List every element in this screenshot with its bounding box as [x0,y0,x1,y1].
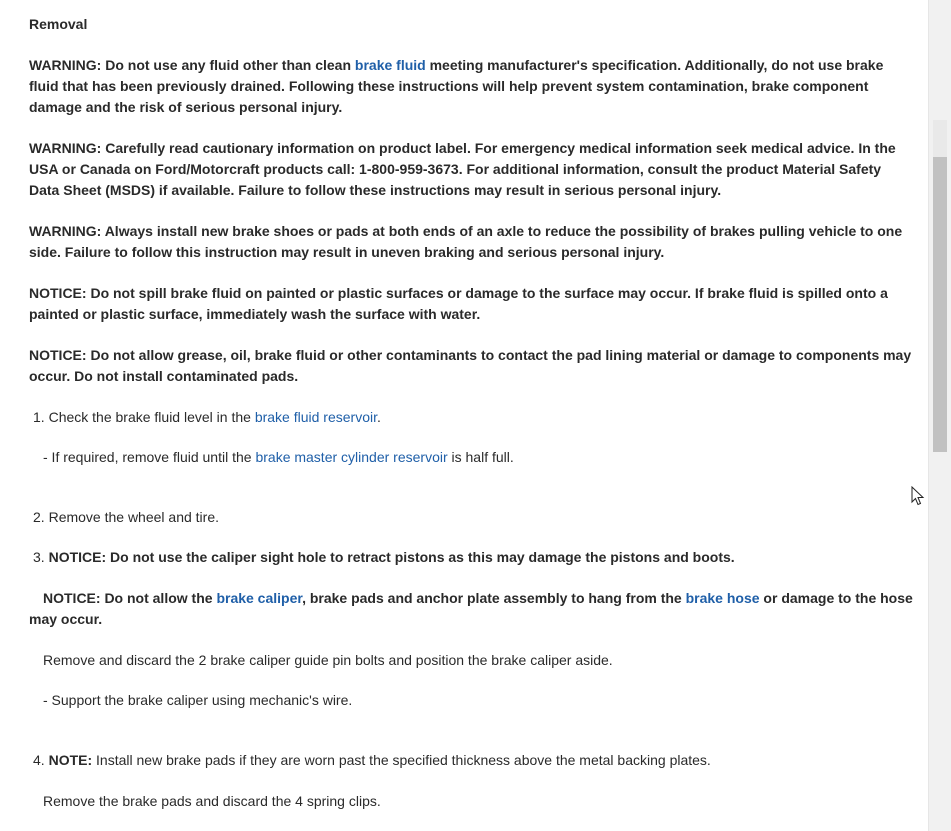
brake-fluid-reservoir-link[interactable]: brake fluid reservoir [254,409,377,425]
brake-caliper-link[interactable]: brake caliper [216,590,303,606]
step-1: 1. Check the brake fluid level in the brake fluid reservoir. [33,409,381,425]
step-1-substep: - If required, remove fluid until the brake master cylinder reservoir is half full. [43,449,514,465]
warning-label: WARNING: [29,140,102,156]
warning-axle: WARNING: Always install new brake shoes or pads at both ends of an axle to reduce the possibility of brakes pulling vehicle to one side. Failure to follow this instruction may result in uneven braking and serious personal injury. [29,223,903,260]
step-number: 1. [33,409,45,425]
substep-dash: - [43,692,48,708]
scrollbar-thumb[interactable] [933,157,947,452]
warning-label: WARNING: [29,223,102,239]
section-heading: Removal [29,16,88,32]
notice-spill: NOTICE: Do not spill brake fluid on painted or plastic surfaces or damage to the surface may occur. If brake fluid is spilled onto a painted or plastic surface, immediately wash the surface with water. [29,285,888,322]
step-number: 3. [33,549,45,565]
substep-dash: - [43,449,48,465]
step-3-notice-caliper: NOTICE: Do not allow the brake caliper, brake pads and anchor plate assembly to hang from the brake hose or damage to the hose may occur. [29,590,913,627]
notice-label: NOTICE: [29,285,87,301]
warning-product-label: WARNING: Carefully read cautionary information on product label. For emergency medical information seek medical advice. In the USA or Canada on Ford/Motorcraft products call: 1-800-959-3673. For additional information, consult the product Material Safety Data Sheet (MSDS) if available. Failure to follow these instructions may result in serious personal injury. [29,140,896,198]
step-3-text: Remove and discard the 2 brake caliper guide pin bolts and position the brake caliper aside. [43,652,613,668]
warning-fluid: WARNING: Do not use any fluid other than clean brake fluid meeting manufacturer's specification. Additionally, do not use brake fluid that has been previously drained. Following these instructions will help prevent system contamination, brake component damage and the risk of serious personal injury. [29,57,884,115]
master-cylinder-reservoir-link[interactable]: brake master cylinder reservoir [255,449,448,465]
step-3 [33,547,918,568]
notice-label: NOTICE: [29,347,87,363]
vertical-scrollbar[interactable] [928,0,951,831]
step-number: 4. [33,752,45,768]
notice-sight-hole: NOTICE: Do not use the caliper sight hole to retract pistons as this may damage the pistons and boots. [44,549,735,565]
step-4-text: Remove the brake pads and discard the 4 spring clips. [43,793,381,809]
note-label: NOTE: [44,752,93,768]
notice-contaminants: NOTICE: Do not allow grease, oil, brake fluid or other contaminants to contact the pad lining material or damage to components may occur. Do not install contaminated pads. [29,347,912,384]
step-number: 2. [33,509,45,525]
step-2: 2. Remove the wheel and tire. [33,509,220,525]
mouse-cursor-icon [911,486,925,507]
brake-hose-link[interactable]: brake hose [685,590,760,606]
step-3-substep: - Support the brake caliper using mechanic's wire. [43,692,353,708]
step-4: 4. NOTE: Install new brake pads if they are worn past the specified thickness above the metal backing plates. [33,752,711,768]
brake-fluid-link[interactable]: brake fluid [354,57,426,73]
warning-label: WARNING: [29,57,102,73]
scrollbar-track-highlight [933,120,947,157]
